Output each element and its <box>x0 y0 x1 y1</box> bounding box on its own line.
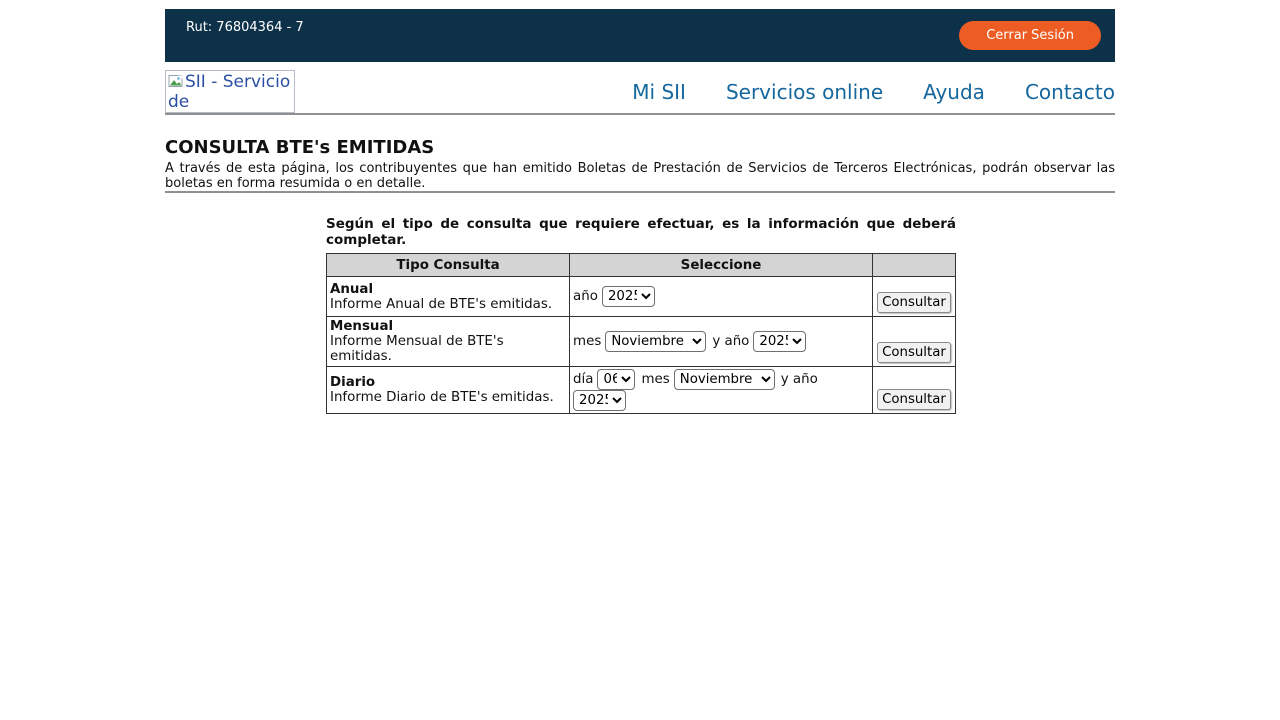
diario-action-cell <box>872 367 955 414</box>
page-container <box>165 9 1115 414</box>
mensual-controls-cell <box>570 317 873 367</box>
anual-controls-cell <box>570 277 873 317</box>
diario-day-label: día <box>573 372 594 387</box>
mensual-month-select[interactable] <box>605 331 706 352</box>
header-tipo-consulta: Tipo Consulta <box>327 254 570 277</box>
consulta-table <box>326 253 956 414</box>
mensual-consultar-button[interactable]: Consultar <box>877 342 951 363</box>
diario-day-select[interactable] <box>597 369 635 390</box>
nav-link-ayuda[interactable]: Ayuda <box>923 79 985 104</box>
tipo-diario-desc: Informe Diario de BTE's emitidas. <box>330 390 554 405</box>
consulta-section <box>326 217 956 414</box>
divider-middle <box>165 191 1115 193</box>
logout-button[interactable]: Cerrar Sesión <box>959 21 1101 50</box>
nav-row <box>165 70 1115 113</box>
tipo-diario-cell <box>327 367 570 414</box>
broken-image-icon <box>168 73 184 89</box>
nav-link-servicios-online[interactable]: Servicios online <box>725 79 884 104</box>
rut-label: Rut: 76804364 - 7 <box>186 20 304 35</box>
tipo-anual-label: Anual <box>330 281 374 297</box>
session-bar <box>165 9 1115 62</box>
table-header-row <box>327 254 956 277</box>
logo-alt-text: SII - Servicio de <box>168 72 291 112</box>
page-title: CONSULTA BTE's EMITIDAS <box>165 137 435 158</box>
tipo-anual-cell <box>327 277 570 317</box>
table-row-mensual <box>327 317 956 367</box>
table-row-anual <box>327 277 956 317</box>
main-nav <box>632 80 1115 104</box>
mensual-year-label: y año <box>712 334 750 349</box>
divider-top <box>165 113 1115 115</box>
anual-year-select[interactable] <box>602 286 655 307</box>
nav-link-mi-sii[interactable]: Mi SII <box>632 79 686 104</box>
intro-text: Según el tipo de consulta que requiere efectuar, es la información que deberá completar. <box>326 216 956 248</box>
page-description: A través de esta página, los contribuyentes que han emitido Boletas de Prestación de Servicios de Terceros Electrónicas, podrán observar las boletas en forma resumida o en detalle. <box>165 161 1115 191</box>
anual-action-cell <box>872 277 955 317</box>
diario-year-label: y año <box>780 372 818 387</box>
sii-logo-broken-image[interactable] <box>165 70 295 113</box>
mensual-month-label: mes <box>573 334 602 349</box>
diario-month-label: mes <box>641 372 670 387</box>
diario-controls-cell <box>570 367 873 414</box>
diario-year-select[interactable] <box>573 390 626 411</box>
header-seleccione: Seleccione <box>570 254 873 277</box>
nav-link-contacto[interactable]: Contacto <box>1024 79 1115 104</box>
tipo-mensual-label: Mensual <box>330 319 394 334</box>
tipo-mensual-cell <box>327 317 570 367</box>
anual-consultar-button[interactable]: Consultar <box>877 292 951 313</box>
mensual-year-select[interactable] <box>753 331 806 352</box>
diario-month-select[interactable] <box>674 369 775 390</box>
mensual-action-cell <box>872 317 955 367</box>
tipo-anual-desc: Informe Anual de BTE's emitidas. <box>330 296 553 312</box>
anual-year-label: año <box>573 289 598 304</box>
header-empty <box>872 254 955 277</box>
diario-consultar-button[interactable]: Consultar <box>877 389 951 410</box>
tipo-diario-label: Diario <box>330 375 376 390</box>
table-row-diario <box>327 367 956 414</box>
tipo-mensual-desc: Informe Mensual de BTE's emitidas. <box>330 334 504 364</box>
